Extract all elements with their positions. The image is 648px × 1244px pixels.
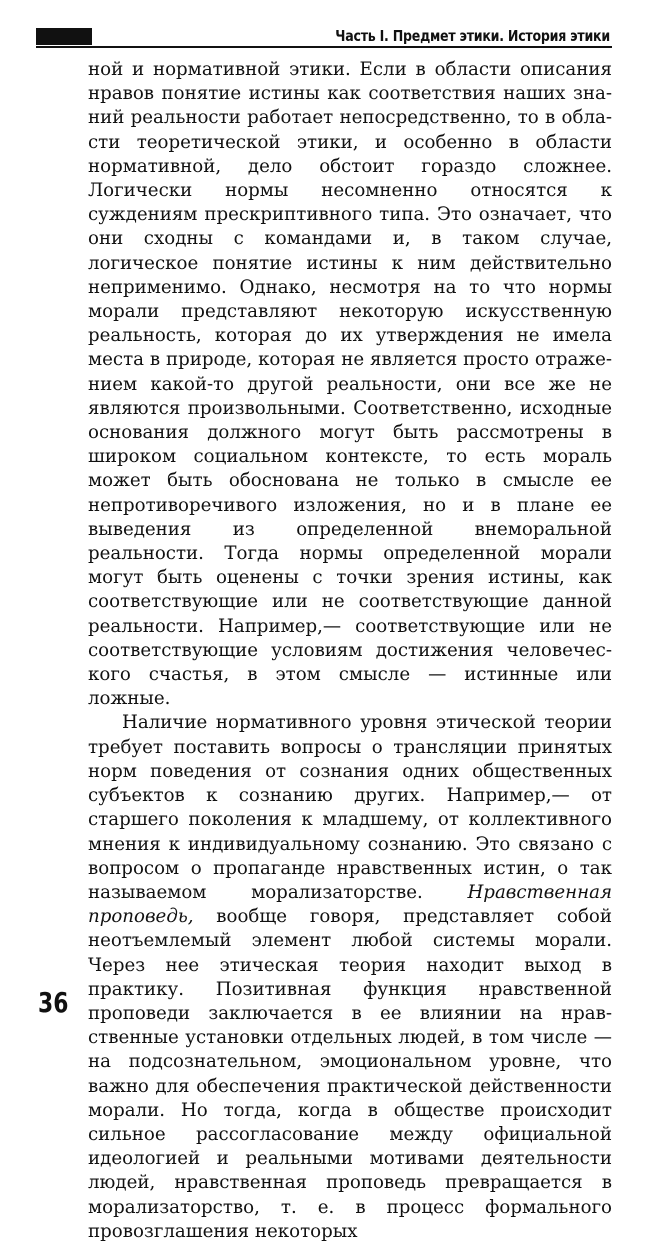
running-header xyxy=(36,28,612,48)
header-black-bar xyxy=(36,28,92,45)
header-rule xyxy=(36,46,612,48)
paragraph-2 xyxy=(88,711,612,1243)
paragraph-2-text-after: вообще говоря, представляет собой неотъемлемый элемент любой системы морали. Через нее этическая теория находит выход в практику. Позитивная функция нравственной проповеди заключается в ее влиянии на нравственные установки отдельных людей, в том числе — на подсознательном, эмоциональном уровне, что важно для обеспечения практической действенности морали. Но тогда, когда в обществе происходит сильное рассогласование между официальной идеологией и реальными мотивами деятельности людей, нравственная проповедь превращается в морализаторство, т. е. в процесс формального провозглашения некоторых xyxy=(88,906,612,1242)
page-number: 36 xyxy=(38,986,69,1019)
emphasis-moral-sermon: Нравственная проповедь, xyxy=(88,881,612,928)
paragraph-1: ной и нормативной этики. Если в области описания нравов понятие истины как соответствия наших знаний реальности работает непосредственно, то в области теоретической этики, и особенно в области нормативной, дело обстоит гораздо сложнее. Логически нормы несомненно относятся к суждениям прескриптивного типа. Это означает, что они сходны с командами и, в таком случае, логическое понятие истины к ним действительно неприменимо. Однако, несмотря на то что нормы морали представляют некоторую искусственную реальность, которая до их утверждения не имела места в природе, которая не является просто отражением какой-то другой реальности, они все же не являются произвольными. Соответственно, исходные основания должного могут быть рассмотрены в широком социальном контексте, то есть мораль может быть обоснована не только в смысле ее непротиворечивого изложения, но и в плане ее выведения из определенной внеморальной реальности. Тогда нормы определенной морали могут быть оценены с точки зрения истины, как соответствующие или не соответствующие данной реальности. Например,— соответствующие или не соответствующие условиям достижения человеческого счастья, в этом смысле — истинные или ложные. xyxy=(88,59,612,710)
paragraph-2-text-before: Наличие нормативного уровня этической теории требует поставить вопросы о трансляции принятых норм поведения от сознания одних общественных субъектов к сознанию других. Например,— от старшего поколения к младшему, от коллективного мнения к индивидуальному сознанию. Это связано с вопросом о пропаганде нравственных истин, о так называемом морализаторстве. xyxy=(88,712,612,903)
page-body-text xyxy=(88,58,612,1244)
header-title: Часть I. Предмет этики. История этики xyxy=(335,27,610,45)
